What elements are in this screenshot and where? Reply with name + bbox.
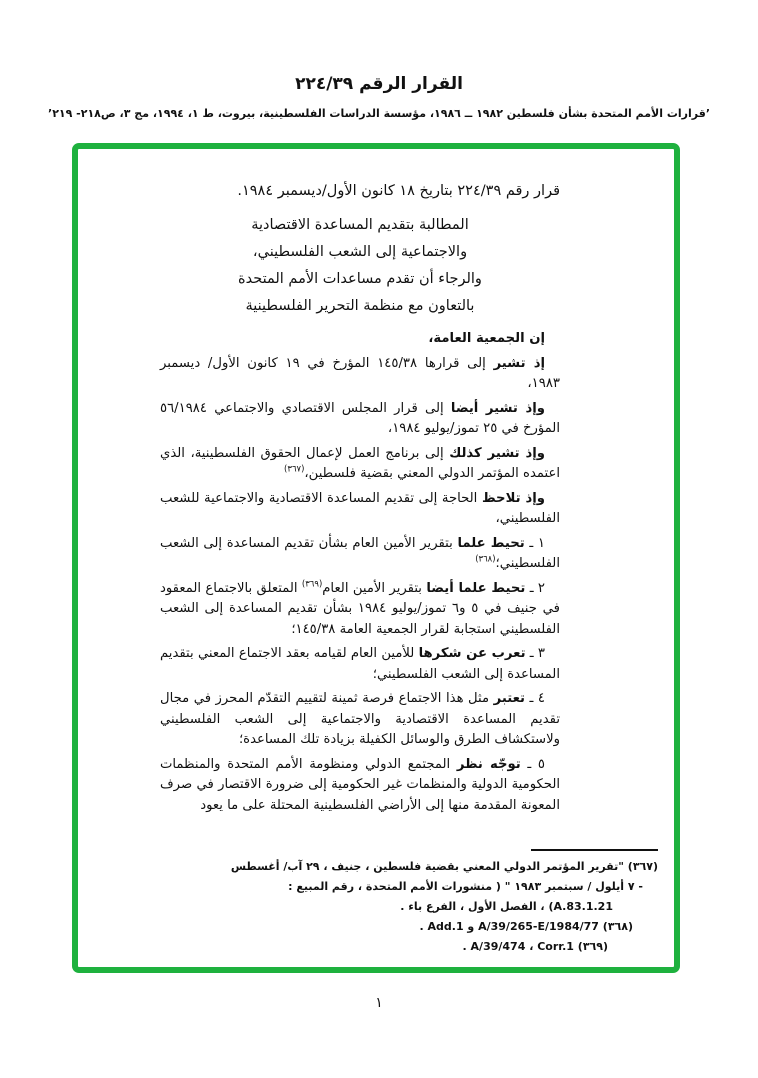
operative-paragraph-2 xyxy=(160,579,560,641)
resolution-heading: قرار رقم ٣٩‏/‏٢٢٤ بتاريخ ١٨ كانون الأول/ديسمبر ١٩٨٤. xyxy=(237,183,560,199)
footnote-369: (٣٦٩) A/39/474 ، Corr.1 . xyxy=(462,940,608,953)
preamble-paragraph xyxy=(160,399,560,440)
footnote-367-cont: - ٧ أيلول / سبتمبر ١٩٨٣ " ( منشورات الأمم المتحدة ، رقم المبيع : xyxy=(288,880,643,893)
paragraph-text: إلى قرار المجلس الاقتصادي والاجتماعي ١٩٨٤‏/‏٥٦ المؤرخ في ٢٥ تموز/يوليو ١٩٨٤، xyxy=(160,400,560,436)
paragraph-number: ٣ ـ xyxy=(525,646,545,661)
page-title: القرار الرقم ٣٩‏/‏٢٢٤ xyxy=(295,74,463,94)
paragraph-text: الحاجة إلى تقديم المساعدة الاقتصادية والاجتماعية للشعب الفلسطيني، xyxy=(160,490,560,526)
paragraph-text: بتقرير الأمين العام بشأن تقديم المساعدة إلى الشعب الفلسطيني؛ xyxy=(160,535,560,571)
paragraph-number: ٢ ـ xyxy=(525,580,546,596)
paragraph-number: ١ ـ xyxy=(524,535,545,551)
paragraph-number: ٤ ـ xyxy=(524,691,545,706)
preamble-paragraph xyxy=(160,354,560,395)
page-number: ١ xyxy=(375,995,383,1011)
paragraph-lead: تعتبر xyxy=(493,691,525,706)
footnotes-block xyxy=(230,849,658,957)
resolution-title-line: والاجتماعية إلى الشعب الفلسطيني، xyxy=(252,244,468,260)
footnote-ref: (٣٦٨) xyxy=(475,554,496,565)
resolution-highlight-box xyxy=(72,143,680,973)
paragraph-text: للأمين العام لقيامه بعقد الاجتماع المعني بتقديم المساعدة إلى الشعب الفلسطيني؛ xyxy=(160,646,560,682)
resolution-title-line: بالتعاون مع منظمة التحرير الفلسطينية xyxy=(245,298,475,314)
paragraph-text: مثل هذا الاجتماع فرصة ثمينة لتقييم التقدّم المحرز في مجال تقديم المساعدة الاقتصادية والاجتماعية إلى الشعب الفلسطيني ولاستكشاف الطرق والوسائل الكفيلة بزيادة تلك المساعدة؛ xyxy=(160,691,560,747)
paragraph-number: ٥ ـ xyxy=(520,756,546,772)
footnote-368: (٣٦٨) A/39/265-E/1984/77 و Add.1 . xyxy=(419,920,633,933)
resolution-body xyxy=(160,183,560,816)
paragraph-lead: تعرب عن شكرها xyxy=(418,646,526,661)
footnote-separator xyxy=(531,849,658,851)
preamble-paragraph xyxy=(160,489,560,530)
paragraph-lead: وإذ تلاحظ xyxy=(481,490,545,506)
footnote-ref: (٣٦٧) xyxy=(284,464,305,475)
paragraph-lead: تحيط علما xyxy=(457,535,525,551)
preamble-paragraph xyxy=(160,444,560,485)
paragraph-text: المتعلق بالاجتماع المعقود في جنيف في ٥ و٦ تموز/يوليو ١٩٨٤ بشأن تقديم المساعدة إلى الشعب الفلسطيني استجابة لقرار الجمعية العامة ٣٨‏/‏١٤٥؛ xyxy=(160,580,560,637)
paragraph-lead: وإذ تشير أيضا xyxy=(450,400,545,416)
paragraph-text: إلى قرارها ٣٨‏/‏١٤٥ المؤرخ في ١٩ كانون الأول/ ديسمبر ١٩٨٣، xyxy=(160,355,560,391)
footnote-367: (٣٦٧) "تقرير المؤتمر الدولي المعني بقضية فلسطين ، جنيف ، ٢٩ آب/ أغسطس xyxy=(230,860,658,873)
resolution-title-line: والرجاء أن تقدم مساعدات الأمم المتحدة xyxy=(238,271,482,287)
paragraph-lead: تحيط علما أيضا xyxy=(426,580,526,596)
preamble-opening xyxy=(160,329,560,350)
resolution-text xyxy=(160,329,560,816)
paragraph-text: المجتمع الدولي ومنظومة الأمم المتحدة والمنظمات الحكومية الدولية والمنظمات غير الحكومية إلى ضرورة الاقتصار في صرف المعونة المقدمة منها إلى الأراضي الفلسطينية المحتلة على ما يعود xyxy=(160,756,560,813)
operative-paragraph-3 xyxy=(160,644,560,685)
operative-paragraph-5 xyxy=(160,755,560,817)
footnote-367-cont: A.83.1.21) ، الفصل الأول ، الفرع باء . xyxy=(400,900,613,913)
paragraph-text: إلى برنامج العمل لإعمال الحقوق الفلسطينية، الذي اعتمده المؤتمر الدولي المعني بقضية فلسطين، xyxy=(160,445,560,481)
citation-line: ’قرارات الأمم المتحدة بشأن فلسطين ١٩٨٢ ــ ١٩٨٦، مؤسسة الدراسات الفلسطينية، بيروت، ط ١، ١٩٩٤، مج ٣، ص٢١٨- ٢١٩’ xyxy=(48,107,710,120)
paragraph-lead: توجّه نظر xyxy=(456,756,521,772)
paragraph-lead: وإذ تشير كذلك xyxy=(449,445,545,461)
operative-paragraph-4 xyxy=(160,689,560,751)
paragraph-lead: إن الجمعية العامة، xyxy=(428,331,545,346)
paragraph-text: بتقرير الأمين العام xyxy=(322,580,427,596)
footnote-ref: (٣٦٩) xyxy=(301,579,323,590)
resolution-title-line: المطالبة بتقديم المساعدة الاقتصادية xyxy=(251,217,469,233)
operative-paragraph-1 xyxy=(160,534,560,575)
resolution-title xyxy=(160,212,560,320)
paragraph-lead: إذ تشير xyxy=(493,355,545,371)
